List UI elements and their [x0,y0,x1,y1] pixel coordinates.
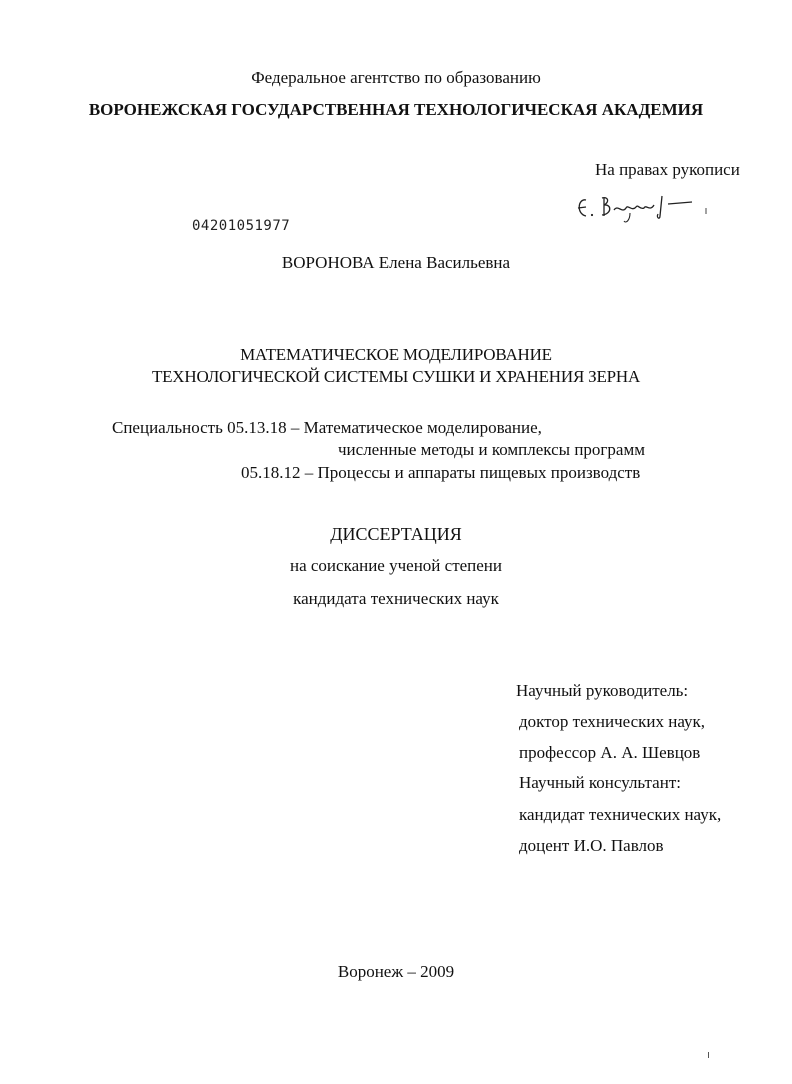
catalog-number-stamp: 04201051977 [192,218,291,234]
manuscript-rights-label: На правах рукописи [595,160,740,179]
dissertation-title-line-2: ТЕХНОЛОГИЧЕСКОЙ СИСТЕМЫ СУШКИ И ХРАНЕНИЯ ЗЕРНА [151,367,641,386]
degree-line-2: кандидата технических наук [293,589,499,608]
author-name: ВОРОНОВА Елена Васильевна [281,253,511,272]
degree-line-1: на соискание ученой степени [289,556,503,575]
document-type-heading: ДИССЕРТАЦИЯ [330,524,462,544]
supervisor-label: Научный руководитель: [516,681,689,700]
consultant-label: Научный консультант: [519,773,681,792]
supervisor-name: профессор А. А. Шевцов [519,743,701,762]
specialty-line-2: численные методы и комплексы программ [338,440,645,459]
consultant-degree: кандидат технических наук, [519,805,722,824]
supervisor-degree: доктор технических наук, [519,712,706,731]
scan-artifact [708,1052,709,1058]
specialty-line-1: Специальность 05.13.18 – Математическое моделирование, [112,418,542,437]
specialty-line-3: 05.18.12 – Процессы и аппараты пищевых производств [241,463,641,482]
handwritten-signature [574,188,714,228]
dissertation-title-line-1: МАТЕМАТИЧЕСКОЕ МОДЕЛИРОВАНИЕ [240,345,552,364]
agency-name: Федеральное агентство по образованию [251,68,541,87]
city-year: Воронеж – 2009 [337,962,455,981]
institution-name: ВОРОНЕЖСКАЯ ГОСУДАРСТВЕННАЯ ТЕХНОЛОГИЧЕСКАЯ АКАДЕМИЯ [88,100,704,119]
consultant-name: доцент И.О. Павлов [519,836,664,855]
